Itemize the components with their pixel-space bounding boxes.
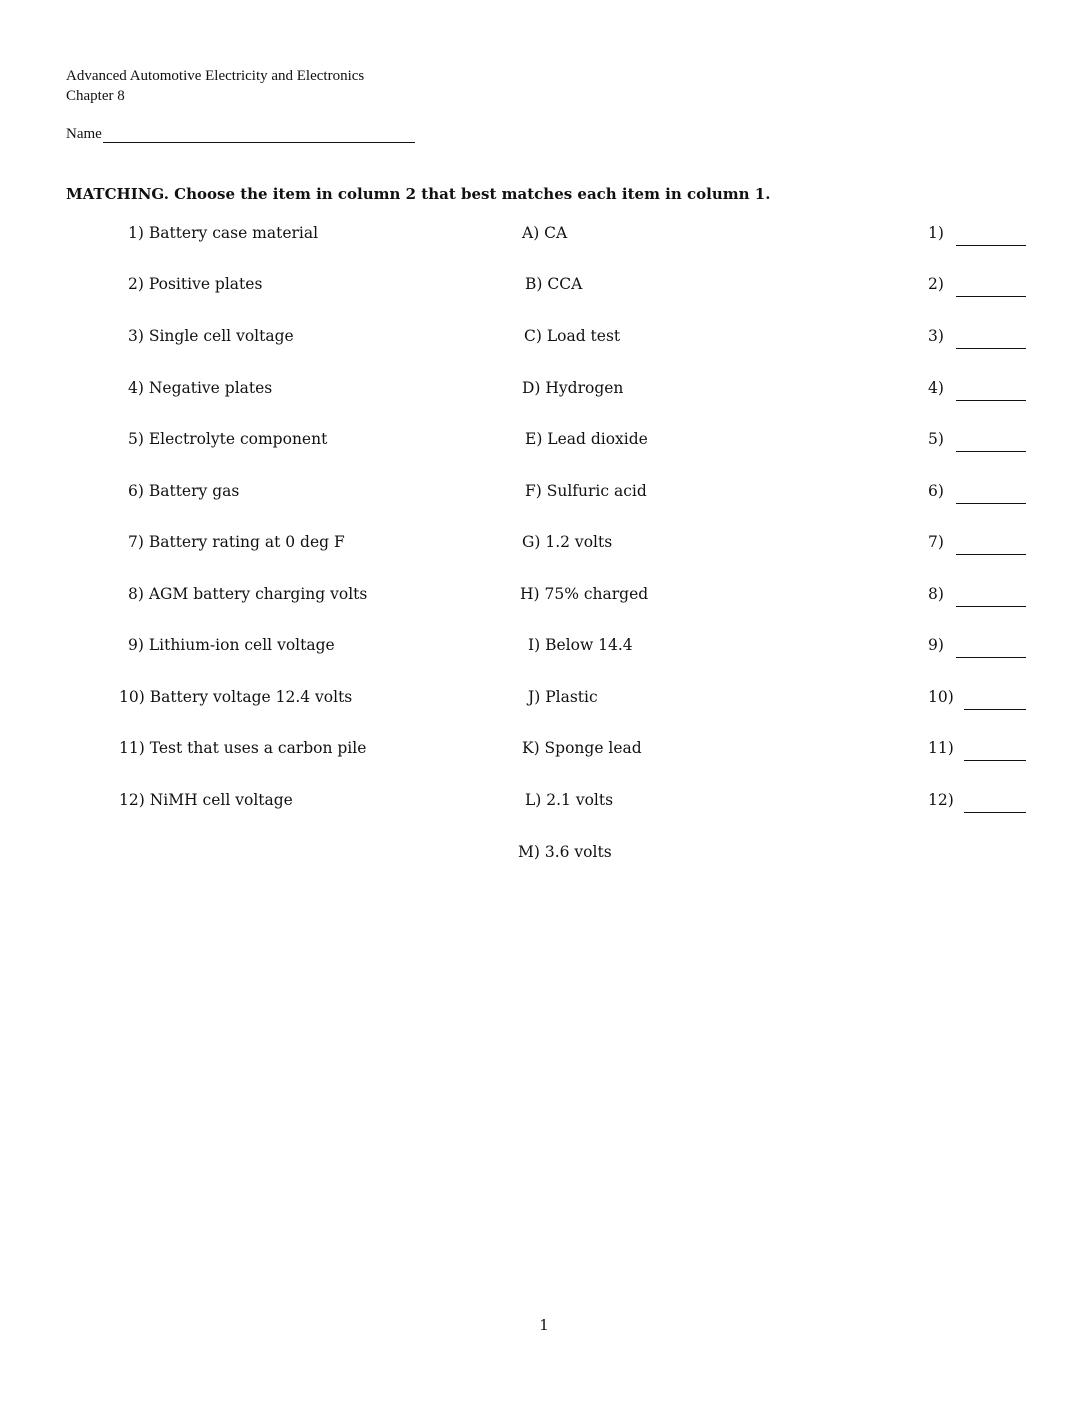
column2-item: M) 3.6 volts — [518, 843, 612, 861]
column2-item: C) Load test — [524, 327, 621, 345]
answer-number: 2) — [928, 275, 944, 293]
matching-row — [0, 533, 1088, 561]
answer-blank[interactable] — [956, 400, 1026, 401]
answer-blank[interactable] — [956, 245, 1026, 246]
name-blank-line[interactable] — [103, 124, 415, 143]
matching-row — [0, 739, 1088, 767]
column1-item: 3) Single cell voltage — [128, 327, 294, 345]
answer-blank[interactable] — [964, 760, 1026, 761]
column2-item: H) 75% charged — [520, 585, 649, 603]
column1-item: 4) Negative plates — [128, 379, 273, 397]
answer-blank[interactable] — [956, 451, 1026, 452]
column2-item: D) Hydrogen — [522, 379, 624, 397]
matching-row — [0, 379, 1088, 407]
name-label: Name — [66, 126, 102, 142]
column2-item: B) CCA — [525, 275, 583, 293]
column2-item: L) 2.1 volts — [525, 791, 614, 809]
matching-row — [0, 430, 1088, 458]
matching-row — [0, 327, 1088, 355]
column1-item: 10) Battery voltage 12.4 volts — [119, 688, 353, 706]
matching-row — [0, 585, 1088, 613]
answer-number: 10) — [928, 688, 954, 706]
matching-row — [0, 843, 1088, 871]
column1-item: 5) Electrolyte component — [128, 430, 328, 448]
answer-blank[interactable] — [956, 554, 1026, 555]
answer-blank[interactable] — [956, 348, 1026, 349]
answer-number: 1) — [928, 224, 944, 242]
column2-item: F) Sulfuric acid — [525, 482, 647, 500]
column1-item: 8) AGM battery charging volts — [128, 585, 368, 603]
answer-number: 9) — [928, 636, 944, 654]
answer-blank[interactable] — [956, 606, 1026, 607]
course-title: Advanced Automotive Electricity and Electronics — [66, 68, 365, 84]
answer-number: 8) — [928, 585, 944, 603]
matching-row — [0, 688, 1088, 716]
answer-number: 11) — [928, 739, 954, 757]
matching-row — [0, 482, 1088, 510]
answer-blank[interactable] — [964, 812, 1026, 813]
matching-row — [0, 275, 1088, 303]
answer-number: 5) — [928, 430, 944, 448]
column1-item: 7) Battery rating at 0 deg F — [128, 533, 345, 551]
answer-number: 3) — [928, 327, 944, 345]
matching-row — [0, 636, 1088, 664]
column1-item: 1) Battery case material — [128, 224, 319, 242]
answer-number: 12) — [928, 791, 954, 809]
column2-item: K) Sponge lead — [522, 739, 642, 757]
column2-item: E) Lead dioxide — [525, 430, 648, 448]
answer-blank[interactable] — [964, 709, 1026, 710]
column1-item: 2) Positive plates — [128, 275, 263, 293]
answer-blank[interactable] — [956, 657, 1026, 658]
column2-item: G) 1.2 volts — [522, 533, 613, 551]
chapter-label: Chapter 8 — [66, 88, 125, 104]
answer-blank[interactable] — [956, 296, 1026, 297]
column1-item: 9) Lithium-ion cell voltage — [128, 636, 335, 654]
column1-item: 12) NiMH cell voltage — [119, 791, 293, 809]
answer-number: 4) — [928, 379, 944, 397]
document-header — [66, 66, 364, 106]
column2-item: A) CA — [522, 224, 568, 242]
column2-item: I) Below 14.4 — [528, 636, 633, 654]
column1-item: 11) Test that uses a carbon pile — [119, 739, 367, 757]
matching-row — [0, 224, 1088, 252]
answer-number: 6) — [928, 482, 944, 500]
column2-item: J) Plastic — [528, 688, 598, 706]
column1-item: 6) Battery gas — [128, 482, 240, 500]
name-field-row — [66, 124, 415, 143]
answer-number: 7) — [928, 533, 944, 551]
page-number: 1 — [539, 1316, 549, 1334]
matching-row — [0, 791, 1088, 819]
answer-blank[interactable] — [956, 503, 1026, 504]
matching-instructions: MATCHING. Choose the item in column 2 that best matches each item in column 1. — [66, 185, 771, 203]
